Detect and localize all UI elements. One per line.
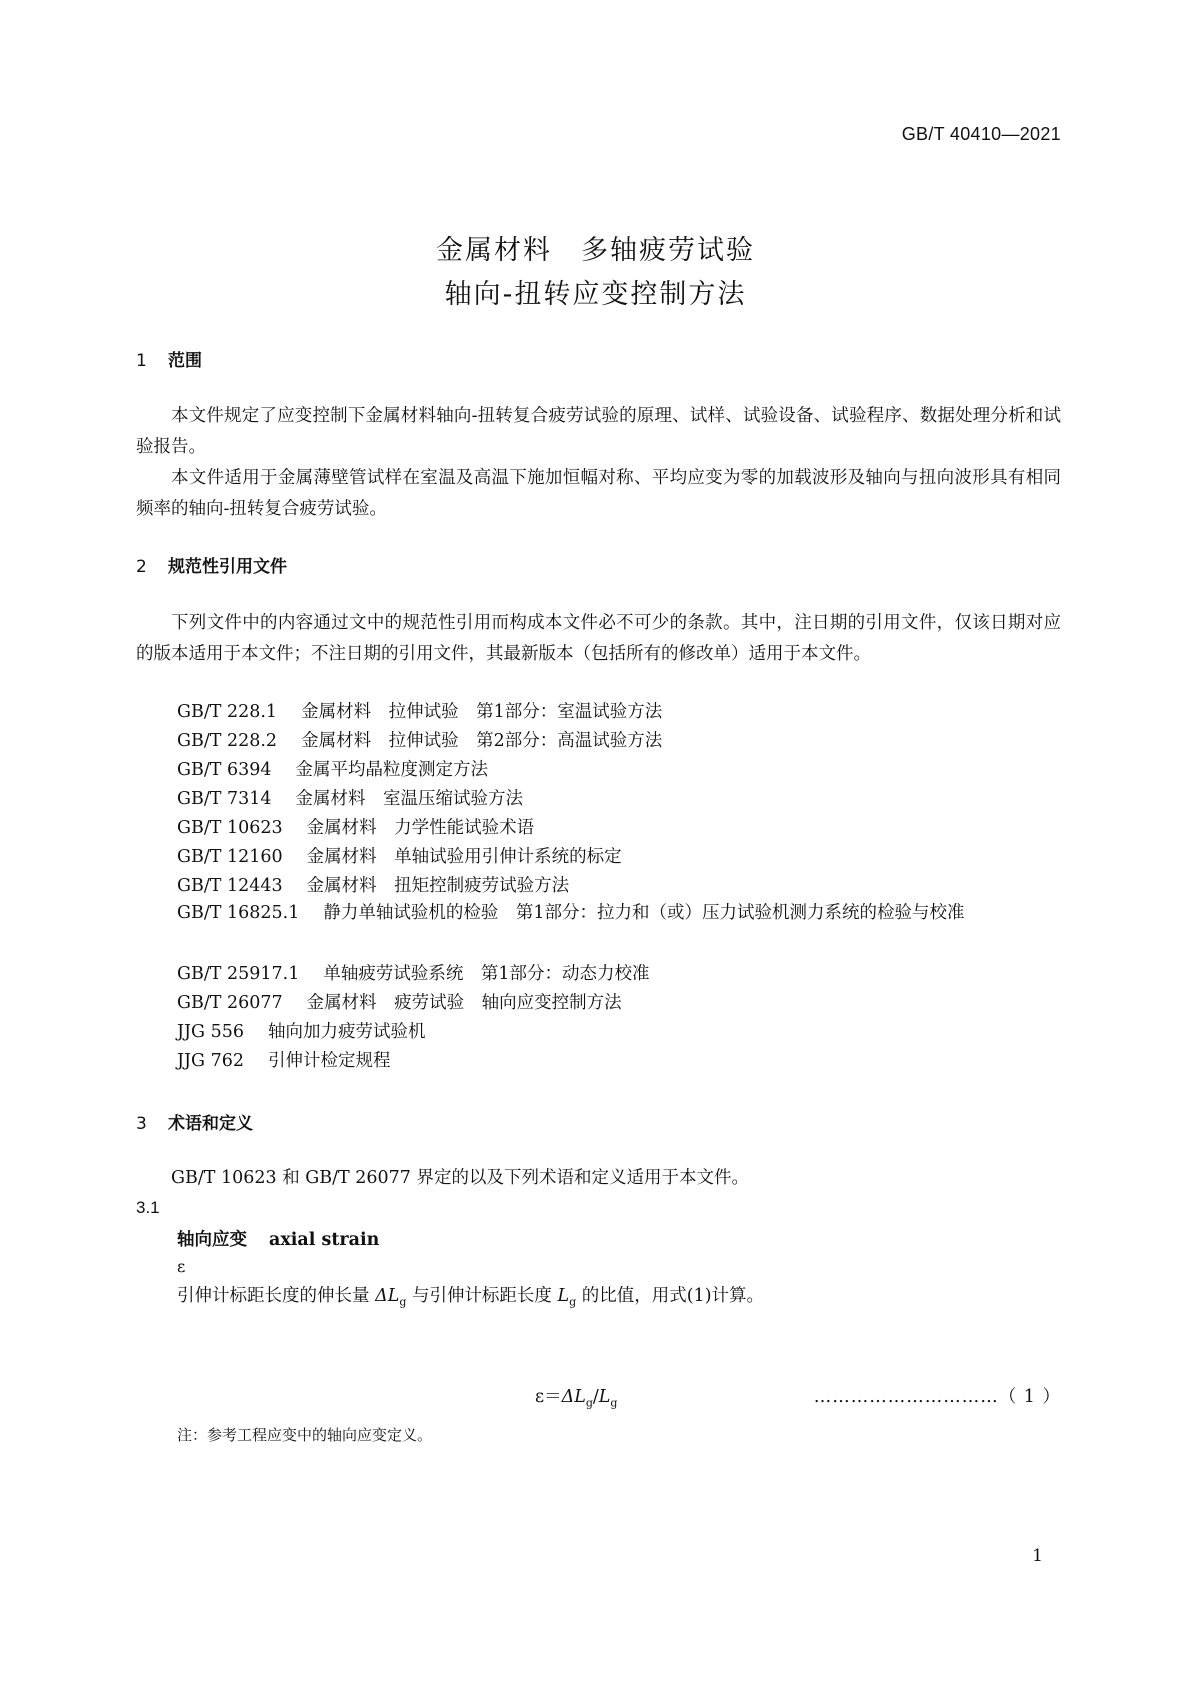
section-1-number: 1	[136, 351, 147, 371]
reference-item	[177, 1018, 425, 1043]
reference-code: GB/T 12160	[177, 847, 283, 867]
reference-title: 金属材料 疲劳试验 轴向应变控制方法	[306, 993, 622, 1013]
section-3-number: 3	[136, 1114, 147, 1134]
reference-code: GB/T 10623	[177, 818, 283, 838]
reference-item	[177, 872, 569, 897]
reference-title: 单轴疲劳试验系统 第1部分：动态力校准	[323, 964, 650, 984]
formula-subscript: g	[585, 1396, 593, 1410]
section-1-paragraph-2: 本文件适用于金属薄壁管试样在室温及高温下施加恒幅对称、平均应变为零的加载波形及轴向与扭向波形具有相同频率的轴向-扭转复合疲劳试验。	[136, 468, 1061, 519]
var-subscript: g	[399, 1295, 407, 1309]
term-definition	[177, 1282, 764, 1309]
reference-title: 金属材料 室温压缩试验方法	[295, 789, 524, 809]
reference-item	[177, 960, 649, 985]
reference-title: 金属材料 拉伸试验 第2部分：高温试验方法	[301, 731, 663, 751]
reference-item	[177, 989, 622, 1014]
term-symbol: ε	[177, 1257, 186, 1276]
term-english: axial strain	[269, 1230, 380, 1250]
reference-code: GB/T 12443	[177, 876, 283, 896]
formula-l: L	[598, 1387, 611, 1407]
reference-title: 金属材料 扭矩控制疲劳试验方法	[306, 876, 570, 896]
reference-code: GB/T 26077	[177, 993, 283, 1013]
section-2-title: 规范性引用文件	[168, 557, 287, 577]
reference-item	[177, 843, 622, 868]
section-2-heading	[136, 552, 287, 577]
formula-subscript: g	[610, 1396, 618, 1410]
reference-title: 金属材料 拉伸试验 第1部分：室温试验方法	[301, 702, 663, 722]
reference-code: GB/T 6394	[177, 760, 272, 780]
reference-code: GB/T 7314	[177, 789, 272, 809]
section-2-number: 2	[136, 557, 147, 577]
reference-item	[177, 814, 534, 839]
reference-item	[177, 785, 523, 810]
formula-slash: /	[592, 1387, 599, 1407]
section-3-title: 术语和定义	[168, 1114, 253, 1134]
definition-text: 与引伸计标距长度	[406, 1286, 558, 1306]
reference-code: GB/T 25917.1	[177, 964, 300, 984]
reference-item	[177, 756, 488, 781]
section-2-intro: 下列文件中的内容通过文中的规范性引用而构成本文件必不可少的条款。其中，注日期的引用文件，仅该日期对应的版本适用于本文件；不注日期的引用文件，其最新版本（包括所有的修改单）适用于本文件。	[136, 613, 1061, 664]
reference-code: JJG 762	[177, 1051, 244, 1071]
definition-text: 的比值，用式(1)计算。	[576, 1286, 765, 1306]
reference-title: 金属平均晶粒度测定方法	[295, 760, 489, 780]
reference-item	[177, 727, 662, 752]
section-1-heading	[136, 346, 202, 371]
reference-item	[177, 1047, 390, 1072]
formula-lhs: ε＝	[535, 1387, 562, 1407]
reference-code: GB/T 16825.1	[177, 903, 300, 923]
term-heading	[177, 1226, 379, 1251]
reference-code: JJG 556	[177, 1022, 244, 1042]
page-number: 1	[1032, 1546, 1043, 1566]
var-delta-l: ΔL	[375, 1286, 400, 1306]
formula	[535, 1383, 617, 1410]
document-title-line2: 轴向-扭转应变控制方法	[444, 279, 747, 310]
reference-code: GB/T 228.1	[177, 702, 278, 722]
reference-title: 引伸计检定规程	[267, 1051, 391, 1071]
reference-item	[177, 698, 662, 723]
definition-text: 引伸计标距长度的伸长量	[177, 1286, 376, 1306]
section-3-intro: GB/T 10623 和 GB/T 26077 界定的以及下列术语和定义适用于本文件。	[171, 1168, 749, 1188]
reference-title: 金属材料 单轴试验用引伸计系统的标定	[306, 847, 622, 867]
var-subscript: g	[569, 1295, 577, 1309]
reference-code: GB/T 228.2	[177, 731, 278, 751]
section-1-paragraph-1: 本文件规定了应变控制下金属材料轴向-扭转复合疲劳试验的原理、试样、试验设备、试验程序、数据处理分析和试验报告。	[136, 406, 1061, 457]
equation-number: …………………………（ 1 ）	[813, 1387, 1061, 1407]
standard-code: GB/T 40410—2021	[901, 124, 1061, 144]
note: 注：参考工程应变中的轴向应变定义。	[177, 1426, 433, 1444]
var-l: L	[557, 1286, 570, 1306]
reference-title: 轴向加力疲劳试验机	[267, 1022, 426, 1042]
section-3-heading	[136, 1109, 253, 1134]
clause-number: 3.1	[136, 1198, 160, 1217]
reference-item	[136, 898, 1061, 929]
formula-delta-l: ΔL	[561, 1387, 586, 1407]
document-title-line1: 金属材料 多轴疲劳试验	[436, 235, 755, 266]
term-chinese: 轴向应变	[177, 1230, 247, 1250]
reference-title: 静力单轴试验机的检验 第1部分：拉力和（或）压力试验机测力系统的检验与校准	[323, 903, 965, 923]
section-1-title: 范围	[168, 351, 202, 371]
reference-title: 金属材料 力学性能试验术语	[306, 818, 535, 838]
